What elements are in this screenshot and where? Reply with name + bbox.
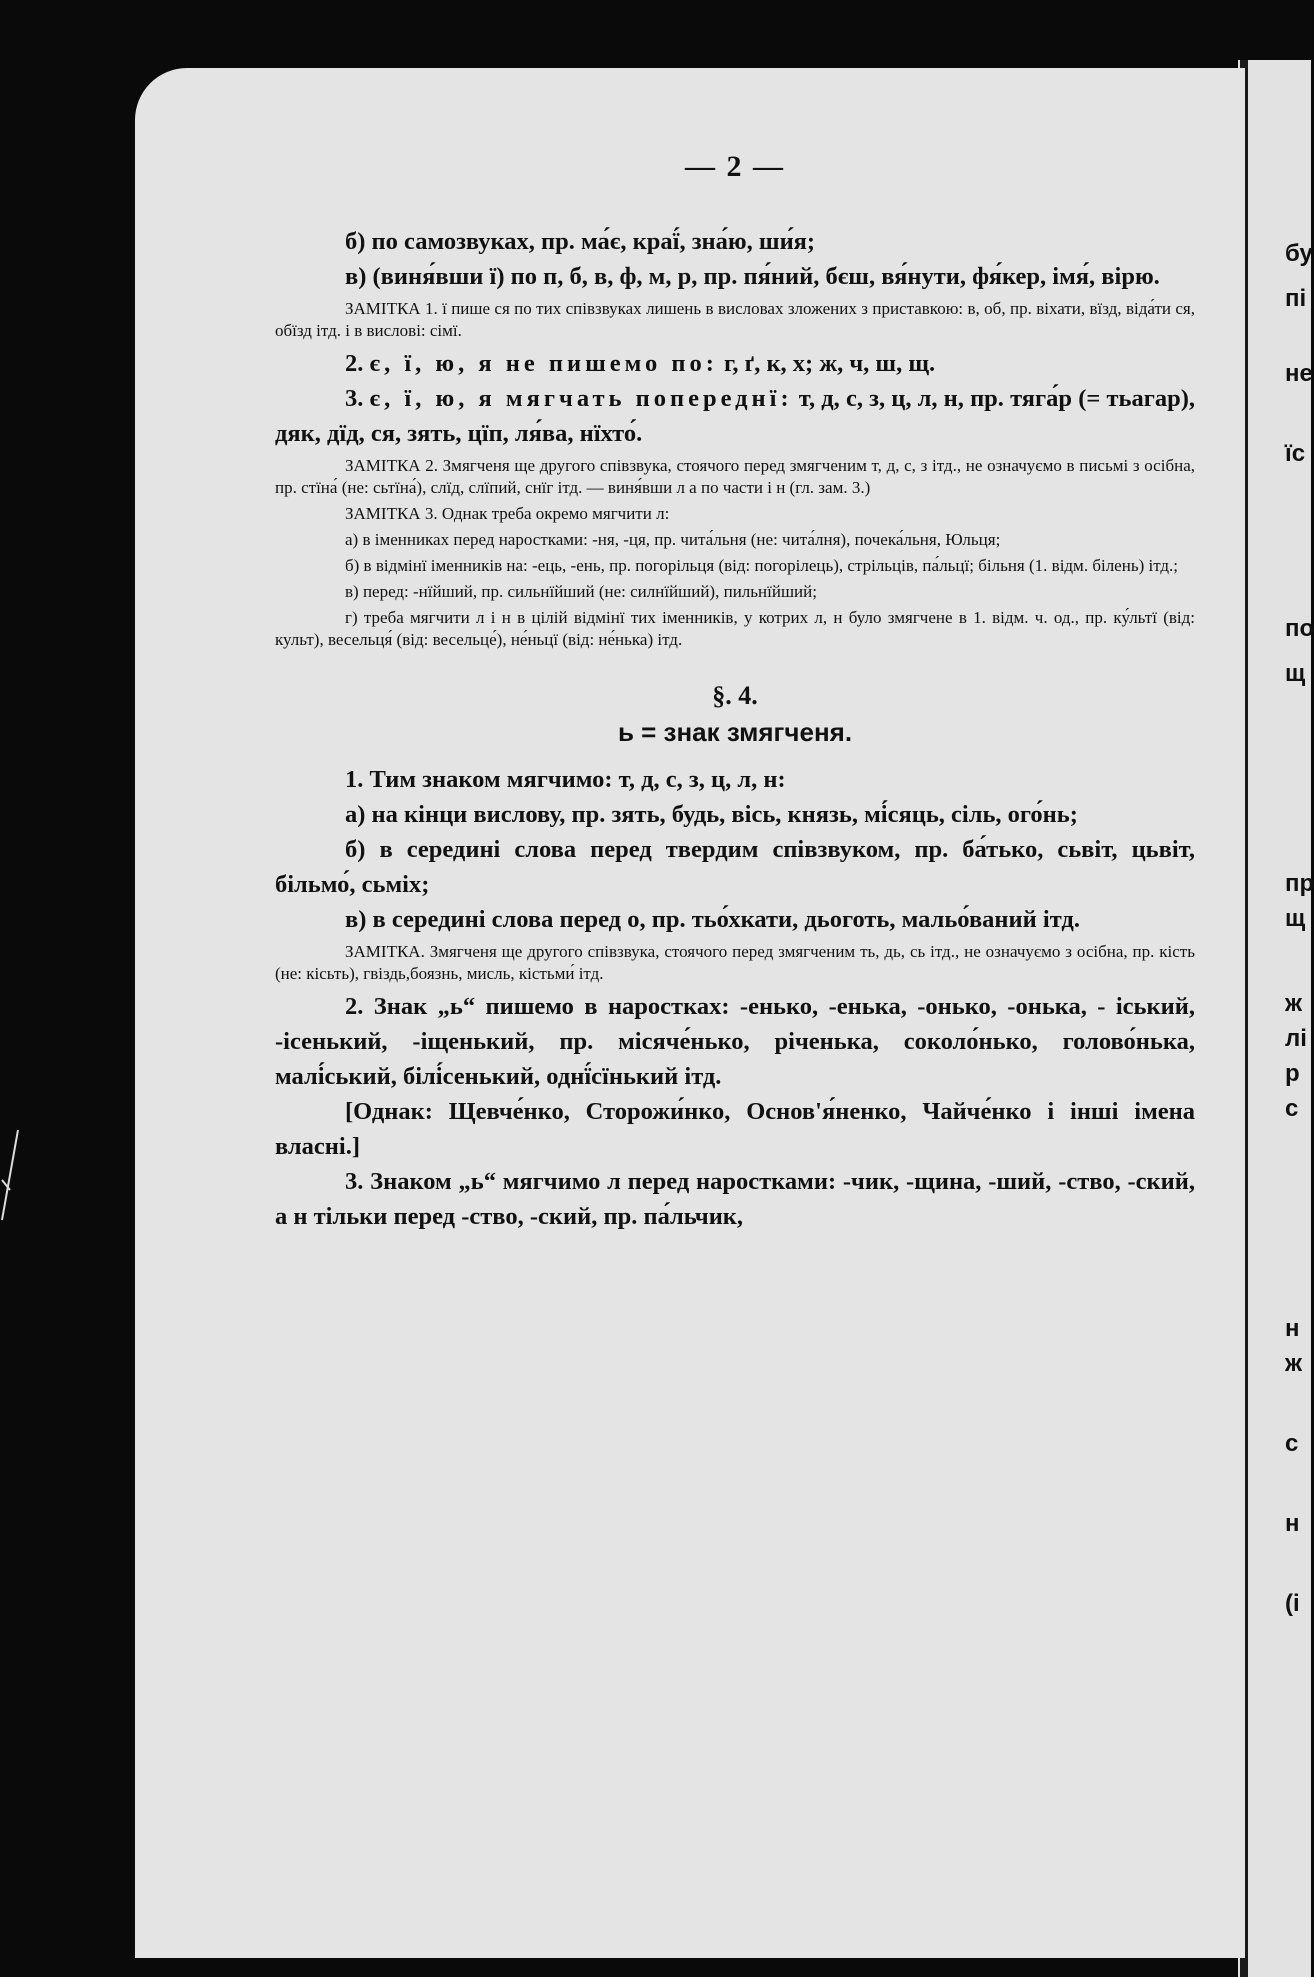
note-2: ЗАМІТКА 2. Змягченя ще другого співзвука, стоячого перед змягченим т, д, с, з ітд., не означуємо в письмі з осібна, пр. стїна́ (не: сьтїна́), слїд, слїпий, снїг ітд. — виня́вши л а по части і н (гл. зам. 3.) [275,456,1195,497]
note-3v: в) перед: -нїйший, пр. сильнїйший (не: силнїйший), пильнїйший; [345,582,817,601]
rule-3-text: є, ї, ю, я мягчать попереднї: [369,385,793,412]
right-page-fragment: н [1285,1510,1300,1537]
section-title: ь = знак змягченя. [617,717,853,747]
note-3: ЗАМІТКА 3. Однак треба окремо мягчити л: [345,504,670,523]
rule-2-number: 2. [345,350,364,377]
s4-rule-2-note: [Однак: Щевче́нко, Сторожи́нко, Основ'я́ненко, Чайче́нко і інші імена власні.] [275,1098,1195,1160]
rule-3-letters: т, д, с, з, ц, л, н, пр. тяга́р (= тьагар), дяк, дїд, ся, зять, цїп, ля́ва, нїхто́. [275,385,1196,447]
s4-rule-1b: б) в середині слова перед твердим співзвуком, пр. ба́тько, сьвіт, цьвіт, більмо́, сьміх; [275,836,1195,898]
rule-2-letters: г, ґ, к, х; ж, ч, ш, щ. [724,350,936,377]
rule-2-text: є, ї, ю, я не пишемо по: [369,350,718,377]
s4-rule-1: 1. Тим знаком мягчимо: т, д, с, з, ц, л, н: [345,766,786,793]
right-page-fragment: лі [1285,1025,1307,1052]
right-page-fragment: р [1285,1060,1300,1087]
right-page-fragment: не [1285,360,1313,387]
adjacent-page [1238,60,1311,1977]
right-page-fragment: бу [1285,240,1313,267]
note-3a: а) в іменниках перед наростками: -ня, -ця, пр. чита́льня (не: чита́лня), почека́льня, Юльця; [345,530,1001,549]
rule-2 [275,346,1195,381]
page-content [275,150,1195,1234]
right-page-fragment: с [1285,1095,1299,1122]
right-page-fragment: н [1285,1315,1300,1342]
s4-rule-1v: в) в середині слова перед о, пр. тьо́хкати, дьоготь, мальо́ваний ітд. [345,906,1080,933]
rule-3-number: 3. [345,385,364,412]
right-page-fragment: ж [1285,1350,1303,1377]
rule-3 [275,381,1195,451]
right-page-fragment: пі [1285,285,1307,312]
note-1: ЗАМІТКА 1. ї пише ся по тих співзвуках лишень в висловах зложених з приставкою: в, об, пр. віхати, вїзд, віда́ти ся, обїзд ітд. і в вислові: сімї. [275,299,1195,340]
s4-note: ЗАМІТКА. Змягченя ще другого співзвука, стоячого перед змягченим ть, дь, сь ітд., не означуємо з осібна, пр. кість (не: кісьть), гвіздь,боязнь, мисль, кістьми́ ітд. [275,942,1195,983]
right-page-fragment: по [1285,615,1314,642]
note-3g: г) треба мягчити л і н в цілій відмінї тих іменників, у котрих л, н було змягчене в 1. відм. ч. од., пр. ку́льтї (від: культ), весельця́ (від: весельце́), не́ньцї (від: не́нька) ітд. [275,608,1195,649]
right-page-fragment: їс [1285,440,1306,467]
s4-rule-1a: а) на кінци вислову, пр. зять, будь, вісь, князь, мі́сяць, сіль, ого́нь; [345,801,1078,828]
s4-rule-3: 3. Знаком „ь“ мягчимо л перед наростками: -чик, -щина, -ший, -ство, -ский, а н тільки перед -ство, -ский, пр. па́льчик, [275,1168,1195,1230]
page-number: — 2 — [685,150,785,183]
note-3b: б) в відмінї іменників на: -ець, -ень, пр. погорільця (від: погорілець), стрільців, па́льцї; більня (1. відм. білень) ітд.; [345,556,1179,575]
rule-v: в) (виня́вши ї) по п, б, в, ф, м, р, пр. пя́ний, бєш, вя́нути, фя́кер, імя́, вірю. [345,263,1160,290]
right-page-fragment: (і [1285,1590,1300,1617]
s4-rule-2: 2. Знак „ь“ пишемо в наростках: -енько, -енька, -онько, -онька, - іський, -ісенький, -іщенький, пр. місяче́нько, річенька, соколо́нько, голово́нька, малі́ський, білі́сенький, однї́сїнький ітд. [275,993,1195,1090]
scan-mark-icon [0,1120,20,1230]
rule-b: б) по самозвуках, пр. ма́є, краї́, зна́ю, ши́я; [345,228,816,255]
right-page-fragment: с [1285,1430,1299,1457]
right-page-fragment: пр [1285,870,1314,897]
right-page-fragment: щ [1285,905,1306,932]
right-page-fragment: ж [1285,990,1303,1017]
section-number: §. 4. [712,681,758,710]
right-page-fragment: щ [1285,660,1306,687]
